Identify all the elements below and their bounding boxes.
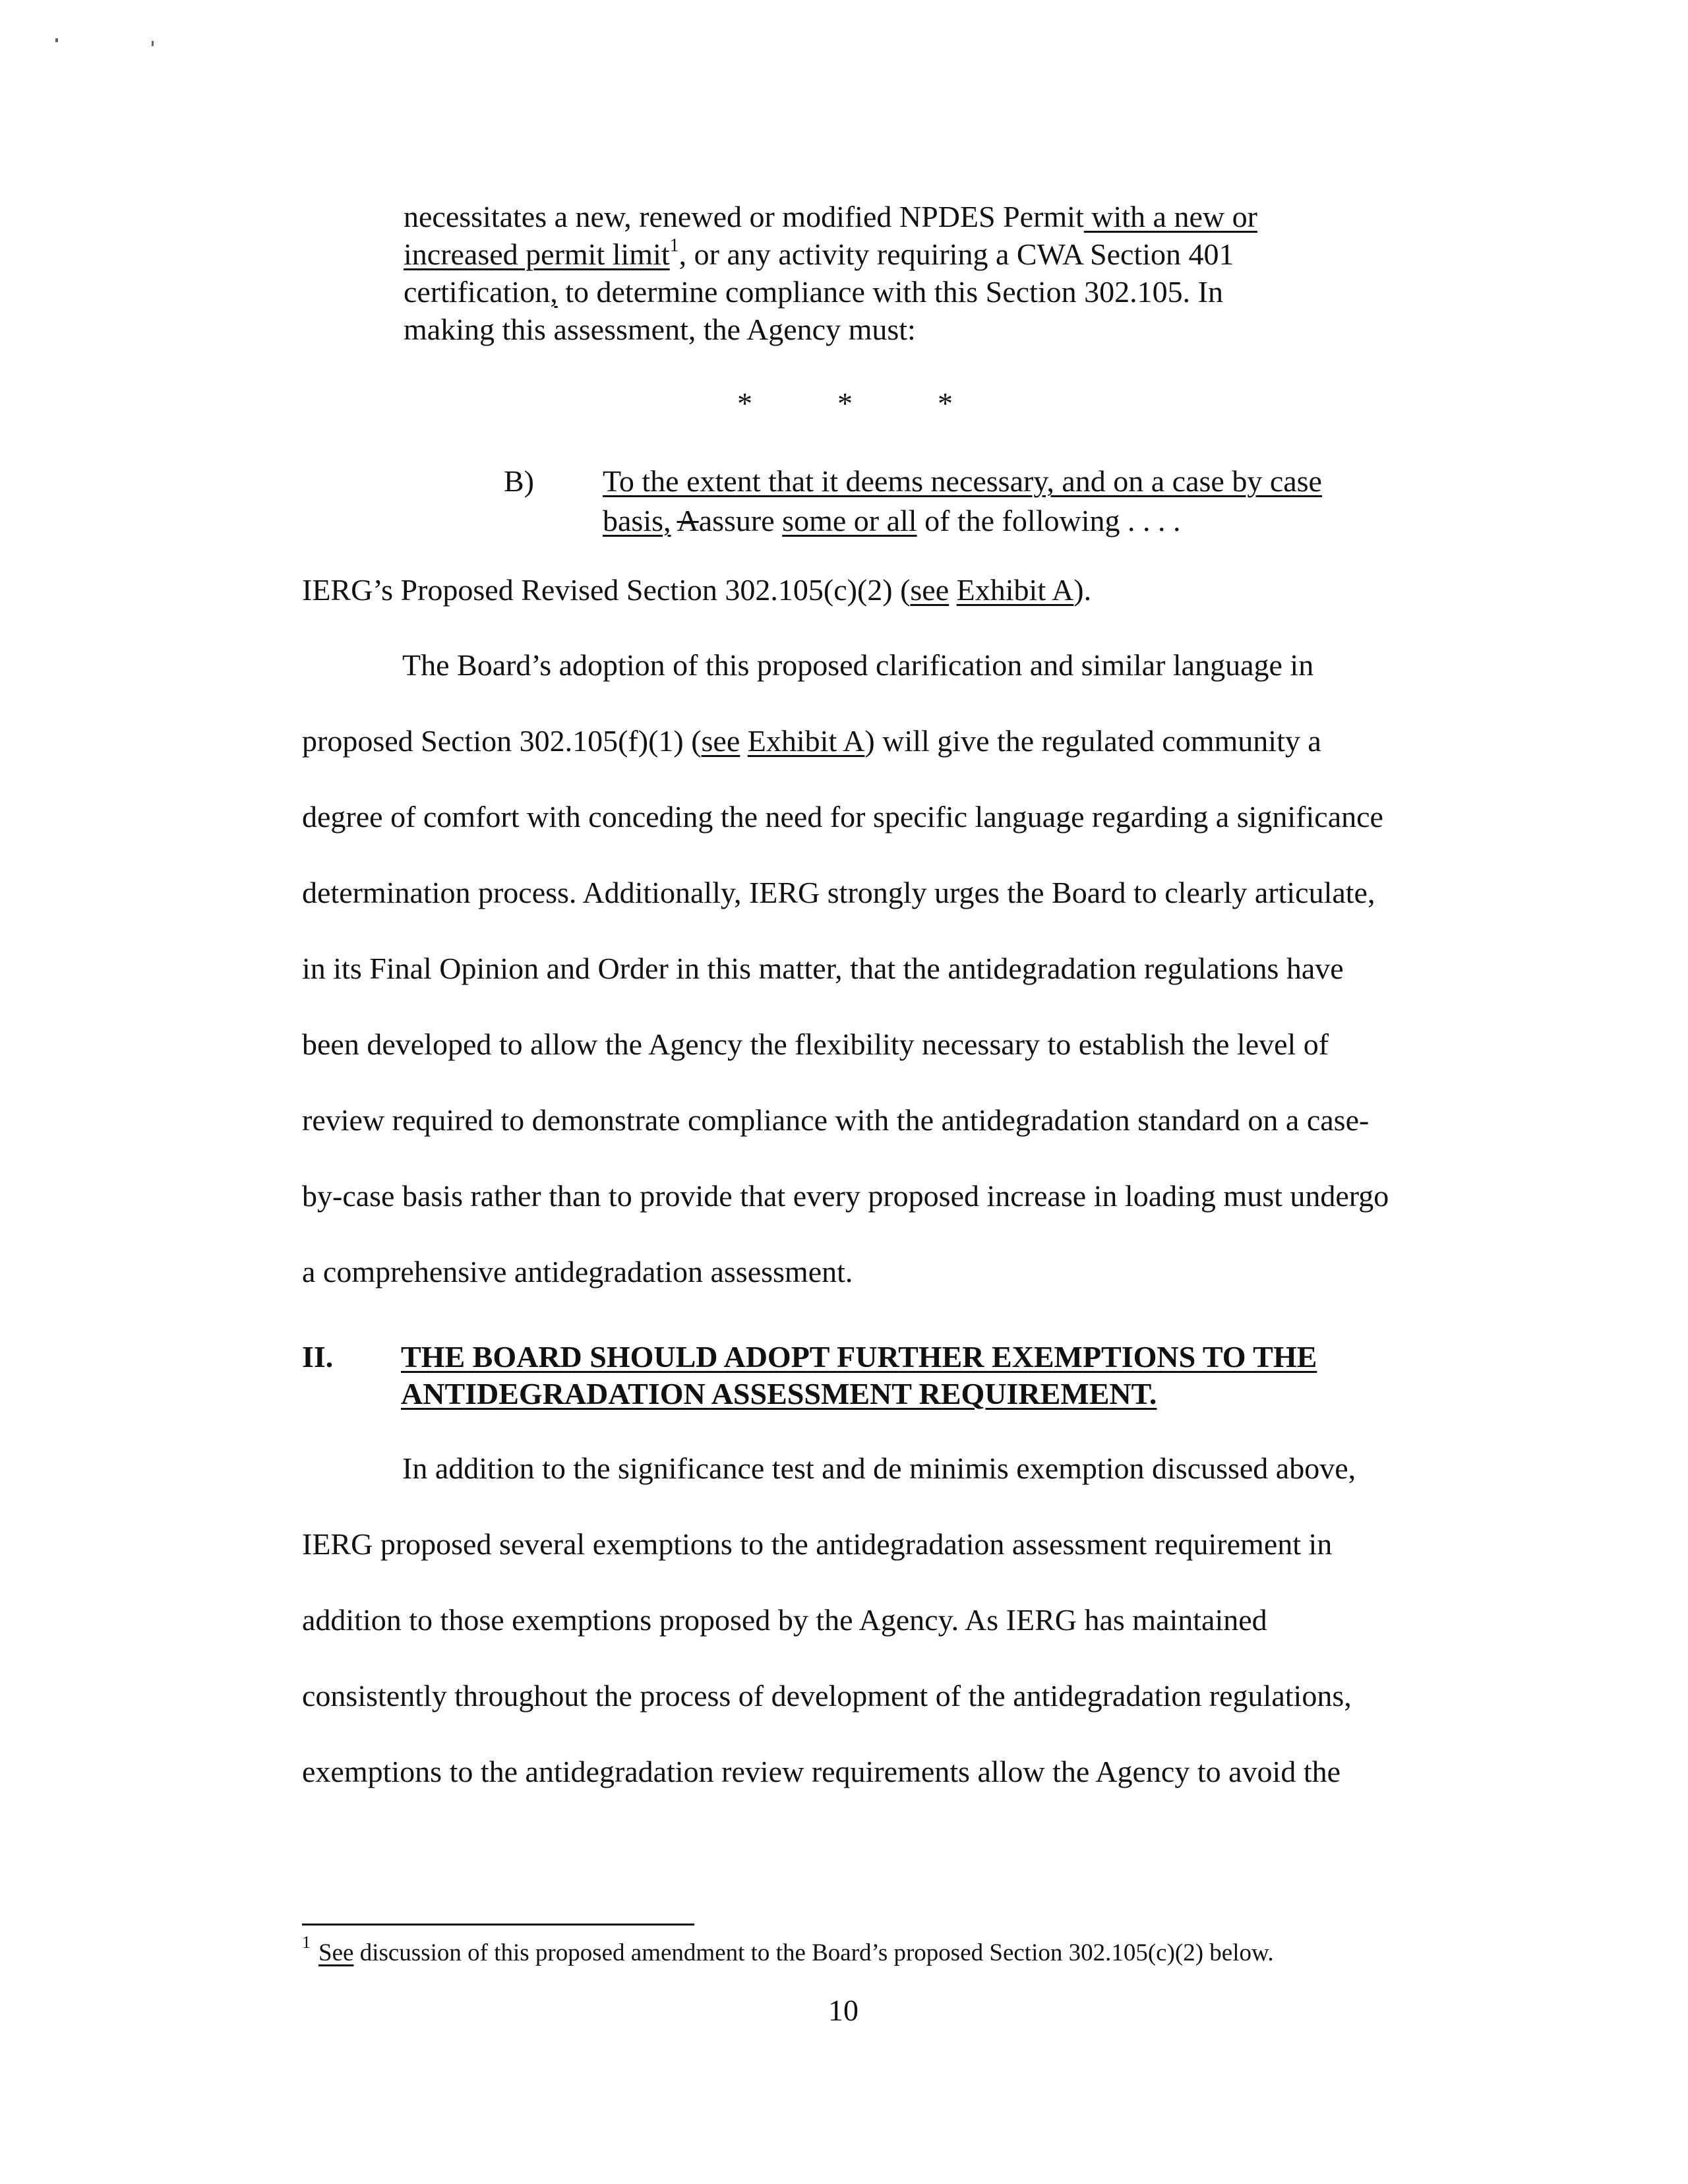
underlined-insertion: some or all [782, 504, 917, 537]
item-text: To the extent that it deems necessary, and on a case by case basis, Aassure some or all of the following . . . . [603, 464, 1322, 537]
underlined-insertion: To the extent that it deems necessary, and on a case by case [603, 464, 1322, 498]
footnote-separator [302, 1924, 694, 1926]
section-title: THE BOARD SHOULD ADOPT FURTHER EXEMPTIONS TO THE ANTIDEGRADATION ASSESSMENT REQUIREMENT. [401, 1340, 1317, 1410]
struck-deletion: A [677, 504, 699, 537]
exhibit-reference: Exhibit A [956, 573, 1074, 607]
footnote-reference: 1 [669, 235, 679, 256]
paragraph-line: consistently throughout the process of development of the antidegradation regulations, [302, 1679, 1352, 1713]
footnote: $^1$ See discussion of this proposed amendment to the Board’s proposed Section 302.105(c)(2) below. [302, 1932, 1274, 1966]
paragraph-line: In addition to the significance test and de minimis exemption discussed above, [402, 1451, 1356, 1485]
quote-line: necessitates a new, renewed or modified NPDES Permit with a new or [404, 200, 1257, 233]
paragraph-line: by-case basis rather than to provide that every proposed increase in loading must undergo [302, 1179, 1389, 1213]
quote-line: certification, to determine compliance with this Section 302.105. In [404, 275, 1223, 309]
paragraph-line: review required to demonstrate compliance with the antidegradation standard on a case- [302, 1103, 1370, 1137]
quote-line: making this assessment, the Agency must: [404, 313, 916, 346]
citation-line: IERG’s Proposed Revised Section 302.105(c)(2) (see Exhibit A). [302, 573, 1092, 607]
ellipsis-stars: * * * [737, 386, 953, 420]
paragraph-line: exemptions to the antidegradation review requirements allow the Agency to avoid the [302, 1755, 1341, 1788]
scan-speck [55, 38, 58, 42]
paragraph-line: been developed to allow the Agency the flexibility necessary to establish the level of [302, 1027, 1329, 1061]
footnote-marker: 1 [302, 1932, 311, 1952]
paragraph-line: a comprehensive antidegradation assessment. [302, 1255, 853, 1289]
paragraph-line: The Board’s adoption of this proposed clarification and similar language in [402, 648, 1314, 682]
exhibit-reference: Exhibit A [747, 724, 865, 758]
underlined-insertion: with a new or [1083, 200, 1257, 233]
paragraph-line: IERG proposed several exemptions to the antidegradation assessment requirement in [302, 1527, 1333, 1561]
quote-line: increased permit limit$^1$, or any activity requiring a CWA Section 401 [404, 235, 1234, 271]
paragraph-line: degree of comfort with conceding the need for specific language regarding a significance [302, 800, 1383, 834]
paragraph-line: proposed Section 302.105(f)(1) (see Exhibit A) will give the regulated community a [302, 724, 1321, 758]
paragraph-line: in its Final Opinion and Order in this matter, that the antidegradation regulations have [302, 952, 1344, 985]
underlined-insertion: basis, [603, 504, 671, 537]
paragraph-line: addition to those exemptions proposed by the Agency. As IERG has maintained [302, 1603, 1267, 1637]
scan-speck [152, 41, 154, 46]
item-label: B) [504, 464, 534, 498]
underlined-insertion: , [550, 275, 558, 309]
section-number: II. [302, 1340, 334, 1374]
page-number: 10 [828, 1993, 859, 2027]
paragraph-line: determination process. Additionally, IERG strongly urges the Board to clearly articulate, [302, 876, 1375, 909]
block-quote [404, 198, 1393, 348]
underlined-insertion: increased permit limit [404, 237, 670, 271]
